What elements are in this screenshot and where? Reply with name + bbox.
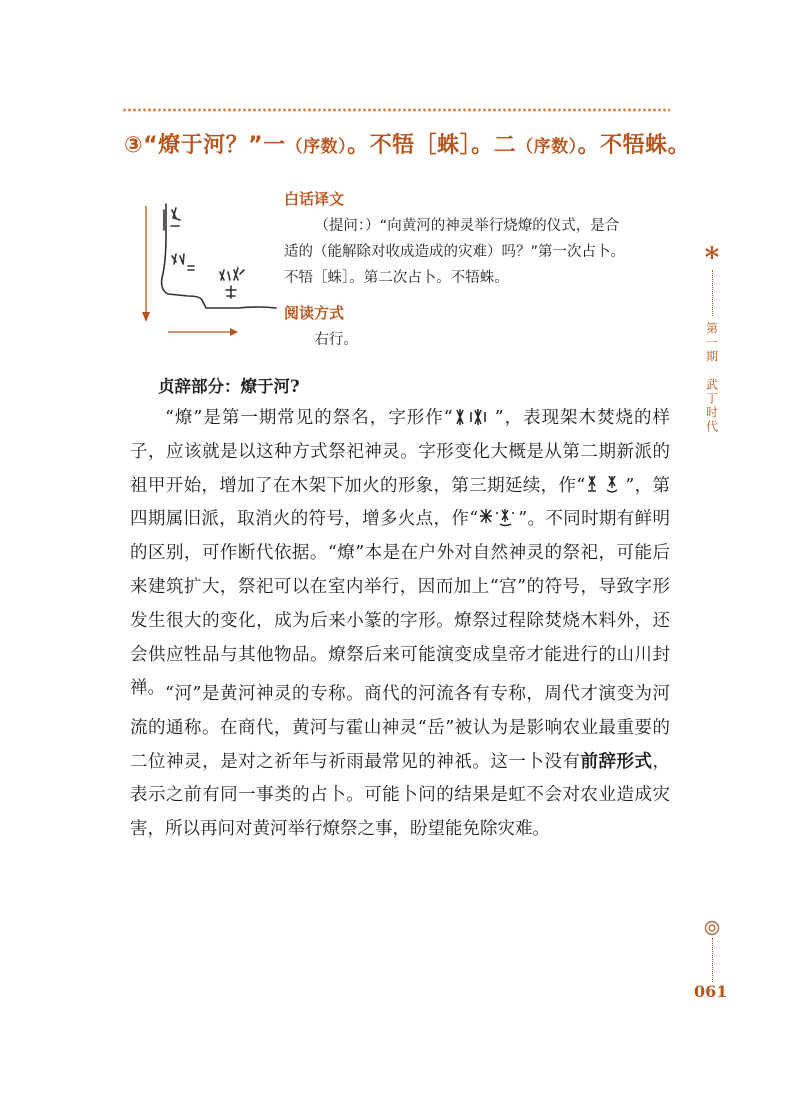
translation-line-3: 不牾［蛛］。第二次占卜。不牾蛛。 — [284, 270, 509, 286]
translation-heading: 白话译文 — [284, 190, 345, 208]
oracle-glyph-liao-period3 — [585, 474, 625, 494]
section-title: 贞辞部分：燎于河? — [158, 377, 300, 396]
circle-number: ③ — [124, 133, 144, 158]
headline-paren-b: （序数） — [516, 137, 578, 157]
headline-text-c: 。不牾蛛。 — [577, 133, 691, 158]
para1-segment-4: ”。不同时期有鲜明的区别，可作断代依据。“燎”本是在户外对自然神灵的祭祀，可能后来建筑扩大，祭祀可以在室内举行，因而加上“宫”的符号，导致字形发生很大的变化，成为后来小篆的字形。燎祭过程除焚烧木料外，还会供应牲品与其他物品。燎祭后来可能演变成皇帝才能进行的山川封禅。 — [130, 509, 670, 699]
headline-paren-a: （序数） — [285, 137, 348, 157]
reading-heading: 阅读方式 — [284, 304, 345, 322]
inscription-headline — [124, 128, 691, 159]
translation-line-2: 适的（能解除对收成造成的灾难）吗？”第一次占卜。 — [284, 244, 626, 260]
page-number: 061 — [694, 982, 728, 1001]
double-circle-icon — [704, 920, 720, 936]
chapter-vertical-label: 第一期 武丁时代 — [704, 322, 719, 434]
paragraph-1 — [130, 402, 670, 706]
para1-segment-3: ”，第四期属旧派，取消火的符号，增多火点，作“ — [130, 475, 670, 530]
chapter-sidebar — [700, 241, 724, 440]
sidebar-dotted-line — [712, 270, 713, 316]
oracle-glyph-liao-period4 — [478, 507, 518, 527]
quote-open: “ — [143, 133, 159, 158]
reading-section — [284, 302, 674, 353]
headline-text-b: 。不牾［蛛］。二 — [347, 133, 517, 158]
paragraph-2 — [130, 678, 670, 847]
translation-section — [284, 188, 674, 291]
decorative-dotted-rule — [122, 106, 670, 114]
para1-segment-1: “燎”是第一期常见的祭名，字形作“ — [165, 408, 453, 428]
para2-bold-term: 前辞形式 — [580, 751, 653, 772]
oracle-bone-rubbing-image — [138, 196, 278, 344]
oracle-glyph-liao-early — [453, 408, 495, 426]
headline-text-a: 燎于河？”一 — [158, 133, 286, 158]
star-icon: * — [704, 241, 720, 274]
para2-segment-1: “河”是黄河神灵的专称。商代的河流各有专称，周代才演变为河流的通称。在商代，黄河与霍山神灵“岳”被认为是影响农业最重要的二位神灵，是对之祈年与祈雨最常见的神祇。这一卜没有 — [130, 684, 670, 772]
page-number-dotted-line — [712, 938, 713, 982]
para2-segment-2: ，表示之前有同一事类的占卜。可能卜问的结果是虹不会对农业造成灾害，所以再问对黄河举行燎祭之事，盼望能免除灾难。 — [130, 751, 671, 840]
reading-text: 右行。 — [314, 332, 358, 348]
para1-segment-2: ”，表现架木焚烧的样子，应该就是以这种方式祭祀神灵。字形变化大概是从第二期新派的祖甲开始，增加了在木架下加火的形象，第三期延续，作“ — [130, 408, 670, 496]
translation-line-1: （提问：）“向黄河的神灵举行烧燎的仪式，是合 — [314, 218, 620, 234]
